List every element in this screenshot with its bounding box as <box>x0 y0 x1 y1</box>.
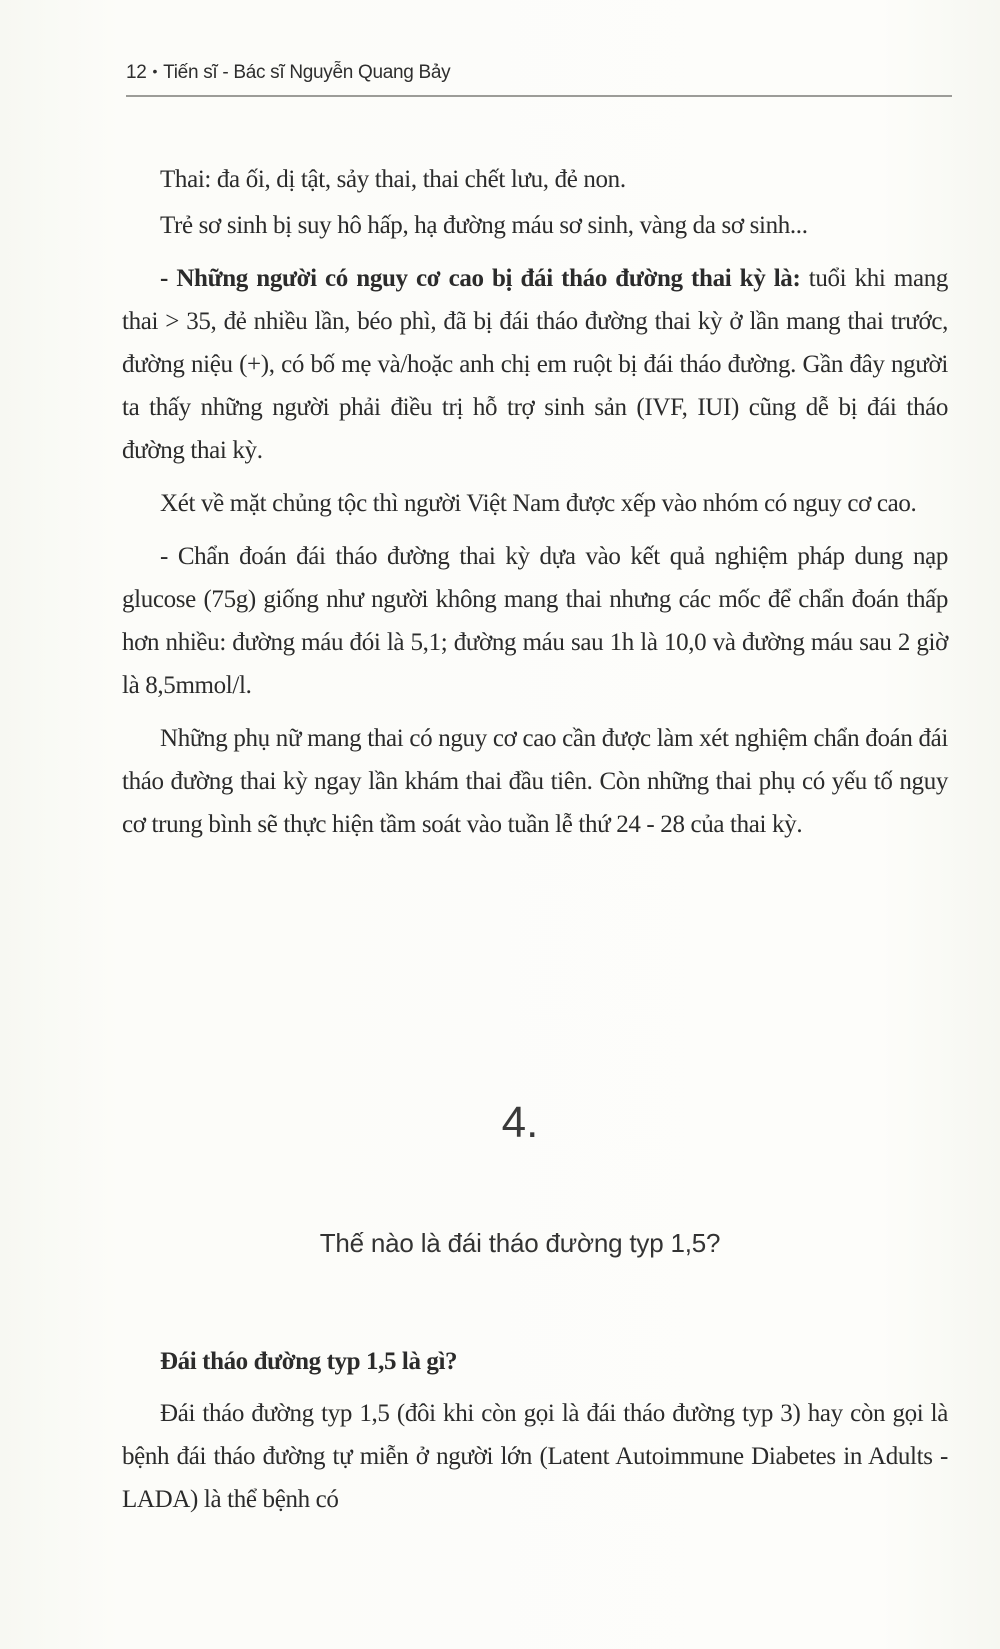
bold-lead: - Những người có nguy cơ cao bị đái tháo đường thai kỳ là: <box>160 265 801 292</box>
paragraph: Những phụ nữ mang thai có nguy cơ cao cần được làm xét nghiệm chẩn đoán đái tháo đường thai kỳ ngay lần khám thai đầu tiên. Còn những thai phụ có yếu tố nguy cơ trung bình sẽ thực hiện tầm soát vào tuần lễ thứ 24 - 28 của thai kỳ. <box>122 725 948 838</box>
running-header-text <box>126 62 450 84</box>
paragraph: Thai: đa ối, dị tật, sảy thai, thai chết lưu, đẻ non. <box>160 166 626 193</box>
paragraph: - Chẩn đoán đái tháo đường thai kỳ dựa vào kết quả nghiệm pháp dung nạp glucose (75g) giống như người không mang thai nhưng các mốc để chẩn đoán thấp hơn nhiều: đường máu đói là 5,1; đường máu sau 1h là 10,0 và đường máu sau 2 giờ là 8,5mmol/l. <box>122 543 948 699</box>
header-rule <box>126 95 952 97</box>
page-number: 12 <box>126 62 147 83</box>
body-text-bottom <box>122 1392 948 1521</box>
author-name: Tiến sĩ - Bác sĩ Nguyễn Quang Bảy <box>163 62 451 83</box>
paragraph: Đái tháo đường typ 1,5 (đôi khi còn gọi là đái tháo đường typ 3) hay còn gọi là bệnh đái tháo đường tự miễn ở người lớn (Latent Autoimmune Diabetes in Adults - LADA) là thể bệnh có <box>122 1400 948 1513</box>
paragraph-body: tuổi khi mang thai > 35, đẻ nhiều lần, béo phì, đã bị đái tháo đường thai kỳ ở lần mang thai trước, đường niệu (+), có bố mẹ và/hoặc anh chị em ruột bị đái tháo đường. Gần đây người ta thấy những người phải điều trị hỗ trợ sinh sản (IVF, IUI) cũng dễ bị đái tháo đường thai kỳ. <box>122 265 948 464</box>
sub-heading: Đái tháo đường typ 1,5 là gì? <box>160 1348 458 1375</box>
section-title: Thế nào là đái tháo đường typ 1,5? <box>319 1228 721 1258</box>
bullet-separator-icon: • <box>152 63 158 79</box>
body-text-top <box>122 158 948 846</box>
section-number: 4. <box>501 1098 539 1147</box>
running-header <box>126 60 952 100</box>
paragraph: Xét về mặt chủng tộc thì người Việt Nam được xếp vào nhóm có nguy cơ cao. <box>160 490 917 517</box>
paragraph <box>122 257 948 472</box>
paragraph: Trẻ sơ sinh bị suy hô hấp, hạ đường máu sơ sinh, vàng da sơ sinh... <box>160 212 808 239</box>
